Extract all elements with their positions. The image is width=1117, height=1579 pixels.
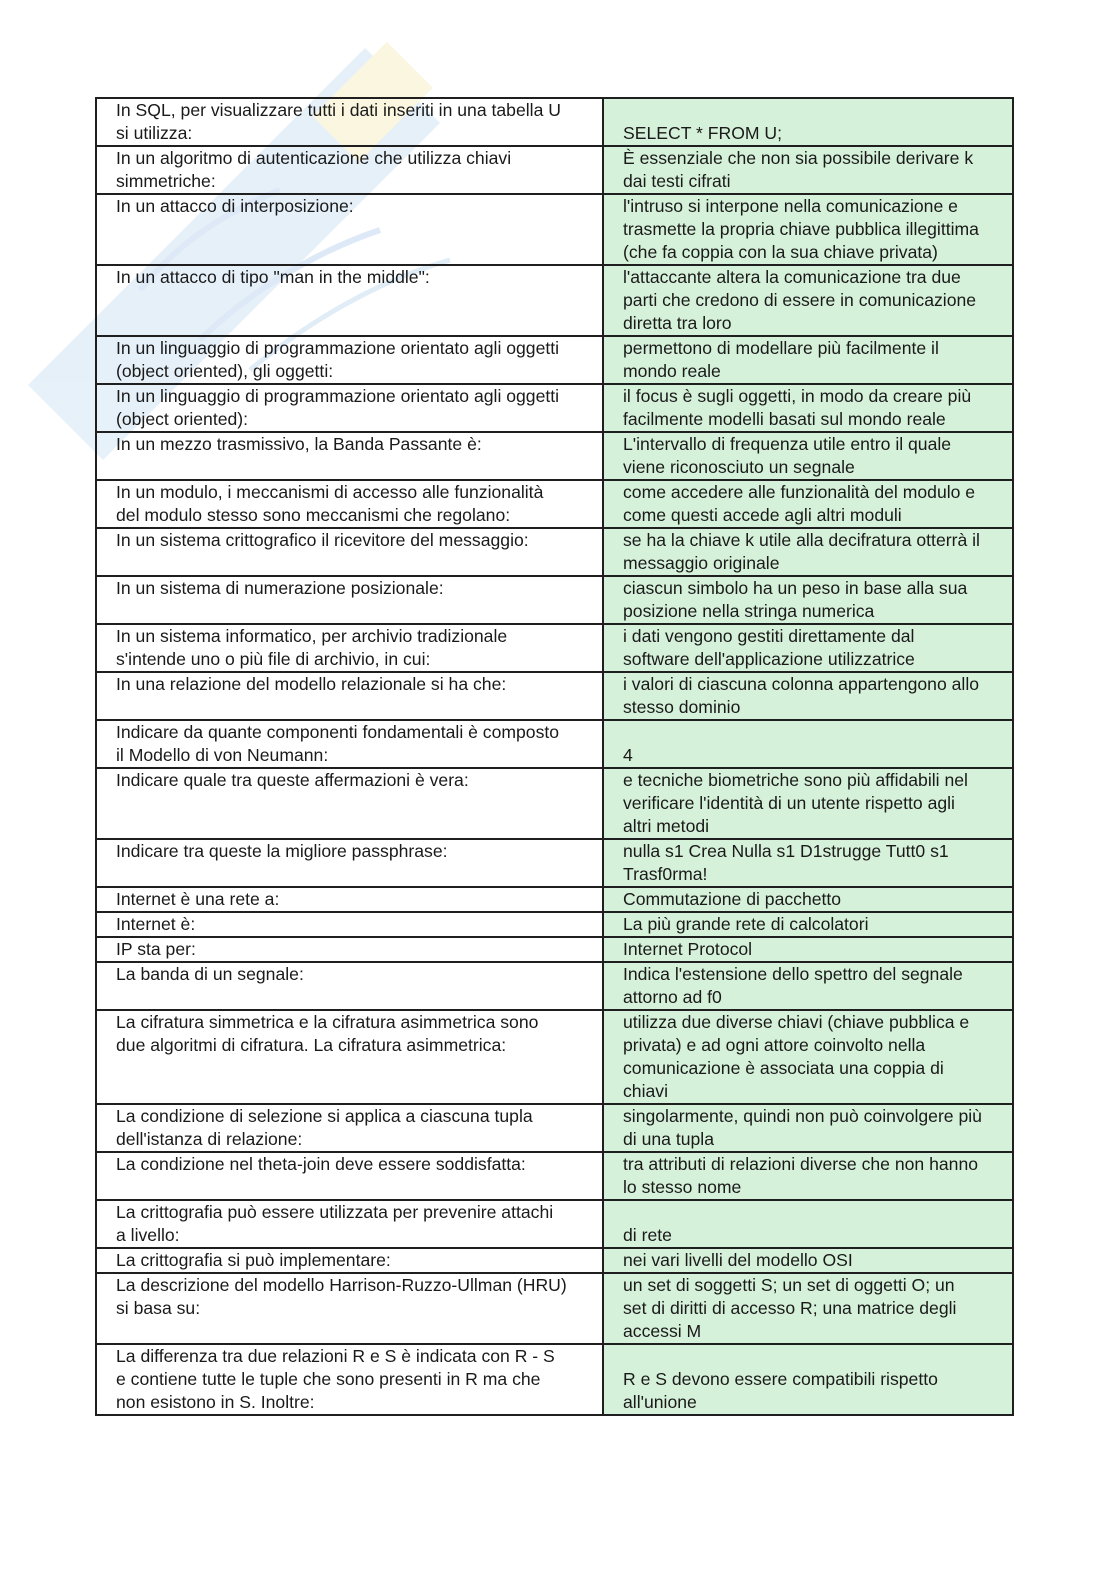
answer-cell: l'intruso si interpone nella comunicazione e trasmette la propria chiave pubblica illegittima (che fa coppia con la sua chiave privata) (603, 194, 1013, 265)
answer-cell: R e S devono essere compatibili rispetto all'unione (603, 1344, 1013, 1415)
table-row (96, 528, 1013, 576)
question-cell: In un modulo, i meccanismi di accesso alle funzionalità del modulo stesso sono meccanismi che regolano: (96, 480, 603, 528)
question-cell: In un attacco di interposizione: (96, 194, 603, 265)
question-cell: Indicare tra queste la migliore passphrase: (96, 839, 603, 887)
answer-cell: i dati vengono gestiti direttamente dal software dell'applicazione utilizzatrice (603, 624, 1013, 672)
answer-cell: ciascun simbolo ha un peso in base alla sua posizione nella stringa numerica (603, 576, 1013, 624)
question-cell: Internet è una rete a: (96, 887, 603, 912)
question-cell: La crittografia può essere utilizzata per prevenire attachi a livello: (96, 1200, 603, 1248)
answer-cell: SELECT * FROM U; (603, 98, 1013, 146)
table-row (96, 1248, 1013, 1273)
answer-cell: se ha la chiave k utile alla decifratura otterrà il messaggio originale (603, 528, 1013, 576)
table-row (96, 720, 1013, 768)
answer-cell: come accedere alle funzionalità del modulo e come questi accede agli altri moduli (603, 480, 1013, 528)
answer-cell: il focus è sugli oggetti, in modo da creare più facilmente modelli basati sul mondo reale (603, 384, 1013, 432)
question-cell: Indicare da quante componenti fondamentali è composto il Modello di von Neumann: (96, 720, 603, 768)
question-cell: La condizione di selezione si applica a ciascuna tupla dell'istanza di relazione: (96, 1104, 603, 1152)
table-row (96, 480, 1013, 528)
answer-cell: un set di soggetti S; un set di oggetti O; un set di diritti di accesso R; una matrice degli accessi M (603, 1273, 1013, 1344)
table-row (96, 146, 1013, 194)
answer-cell: Indica l'estensione dello spettro del segnale attorno ad f0 (603, 962, 1013, 1010)
table-row (96, 384, 1013, 432)
question-cell: In un linguaggio di programmazione orientato agli oggetti (object oriented), gli oggetti: (96, 336, 603, 384)
answer-cell: l'attaccante altera la comunicazione tra due parti che credono di essere in comunicazione diretta tra loro (603, 265, 1013, 336)
question-cell: In un sistema informatico, per archivio tradizionale s'intende uno o più file di archivio, in cui: (96, 624, 603, 672)
answer-cell: L'intervallo di frequenza utile entro il quale viene riconosciuto un segnale (603, 432, 1013, 480)
answer-cell: nei vari livelli del modello OSI (603, 1248, 1013, 1273)
answer-cell: La più grande rete di calcolatori (603, 912, 1013, 937)
question-cell: La condizione nel theta-join deve essere soddisfatta: (96, 1152, 603, 1200)
question-cell: IP sta per: (96, 937, 603, 962)
answer-cell: e tecniche biometriche sono più affidabili nel verificare l'identità di un utente rispetto agli altri metodi (603, 768, 1013, 839)
table-row (96, 912, 1013, 937)
answer-cell: i valori di ciascuna colonna appartengono allo stesso dominio (603, 672, 1013, 720)
answer-cell: singolarmente, quindi non può coinvolgere più di una tupla (603, 1104, 1013, 1152)
table-row (96, 962, 1013, 1010)
answer-cell: Internet Protocol (603, 937, 1013, 962)
table-row (96, 1152, 1013, 1200)
table-row (96, 937, 1013, 962)
question-cell: In un linguaggio di programmazione orientato agli oggetti (object oriented): (96, 384, 603, 432)
table-row (96, 839, 1013, 887)
table-row (96, 1010, 1013, 1104)
table-row (96, 265, 1013, 336)
question-cell: In SQL, per visualizzare tutti i dati inseriti in una tabella U si utilizza: (96, 98, 603, 146)
qa-table-body (96, 98, 1013, 1415)
table-row (96, 194, 1013, 265)
question-cell: La cifratura simmetrica e la cifratura asimmetrica sono due algoritmi di cifratura. La cifratura asimmetrica: (96, 1010, 603, 1104)
question-cell: In un mezzo trasmissivo, la Banda Passante è: (96, 432, 603, 480)
question-cell: In un sistema di numerazione posizionale: (96, 576, 603, 624)
answer-cell: Commutazione di pacchetto (603, 887, 1013, 912)
question-cell: Indicare quale tra queste affermazioni è vera: (96, 768, 603, 839)
table-row (96, 1273, 1013, 1344)
question-cell: La banda di un segnale: (96, 962, 603, 1010)
table-row (96, 336, 1013, 384)
question-cell: In un attacco di tipo "man in the middle": (96, 265, 603, 336)
qa-table (95, 97, 1014, 1416)
table-row (96, 98, 1013, 146)
table-row (96, 1104, 1013, 1152)
question-cell: In una relazione del modello relazionale si ha che: (96, 672, 603, 720)
table-row (96, 1200, 1013, 1248)
answer-cell: tra attributi di relazioni diverse che non hanno lo stesso nome (603, 1152, 1013, 1200)
answer-cell: È essenziale che non sia possibile derivare k dai testi cifrati (603, 146, 1013, 194)
answer-cell: di rete (603, 1200, 1013, 1248)
question-cell: In un algoritmo di autenticazione che utilizza chiavi simmetriche: (96, 146, 603, 194)
table-row (96, 624, 1013, 672)
table-row (96, 432, 1013, 480)
answer-cell: 4 (603, 720, 1013, 768)
answer-cell: nulla s1 Crea Nulla s1 D1strugge Tutt0 s1 Trasf0rma! (603, 839, 1013, 887)
question-cell: In un sistema crittografico il ricevitore del messaggio: (96, 528, 603, 576)
answer-cell: permettono di modellare più facilmente il mondo reale (603, 336, 1013, 384)
question-cell: La crittografia si può implementare: (96, 1248, 603, 1273)
question-cell: La differenza tra due relazioni R e S è indicata con R - S e contiene tutte le tuple che sono presenti in R ma che non esistono in S. Inoltre: (96, 1344, 603, 1415)
question-cell: Internet è: (96, 912, 603, 937)
table-row (96, 672, 1013, 720)
question-cell: La descrizione del modello Harrison-Ruzzo-Ullman (HRU) si basa su: (96, 1273, 603, 1344)
table-row (96, 887, 1013, 912)
answer-cell: utilizza due diverse chiavi (chiave pubblica e privata) e ad ogni attore coinvolto nella comunicazione è associata una coppia di chiavi (603, 1010, 1013, 1104)
table-row (96, 768, 1013, 839)
table-row (96, 1344, 1013, 1415)
table-row (96, 576, 1013, 624)
